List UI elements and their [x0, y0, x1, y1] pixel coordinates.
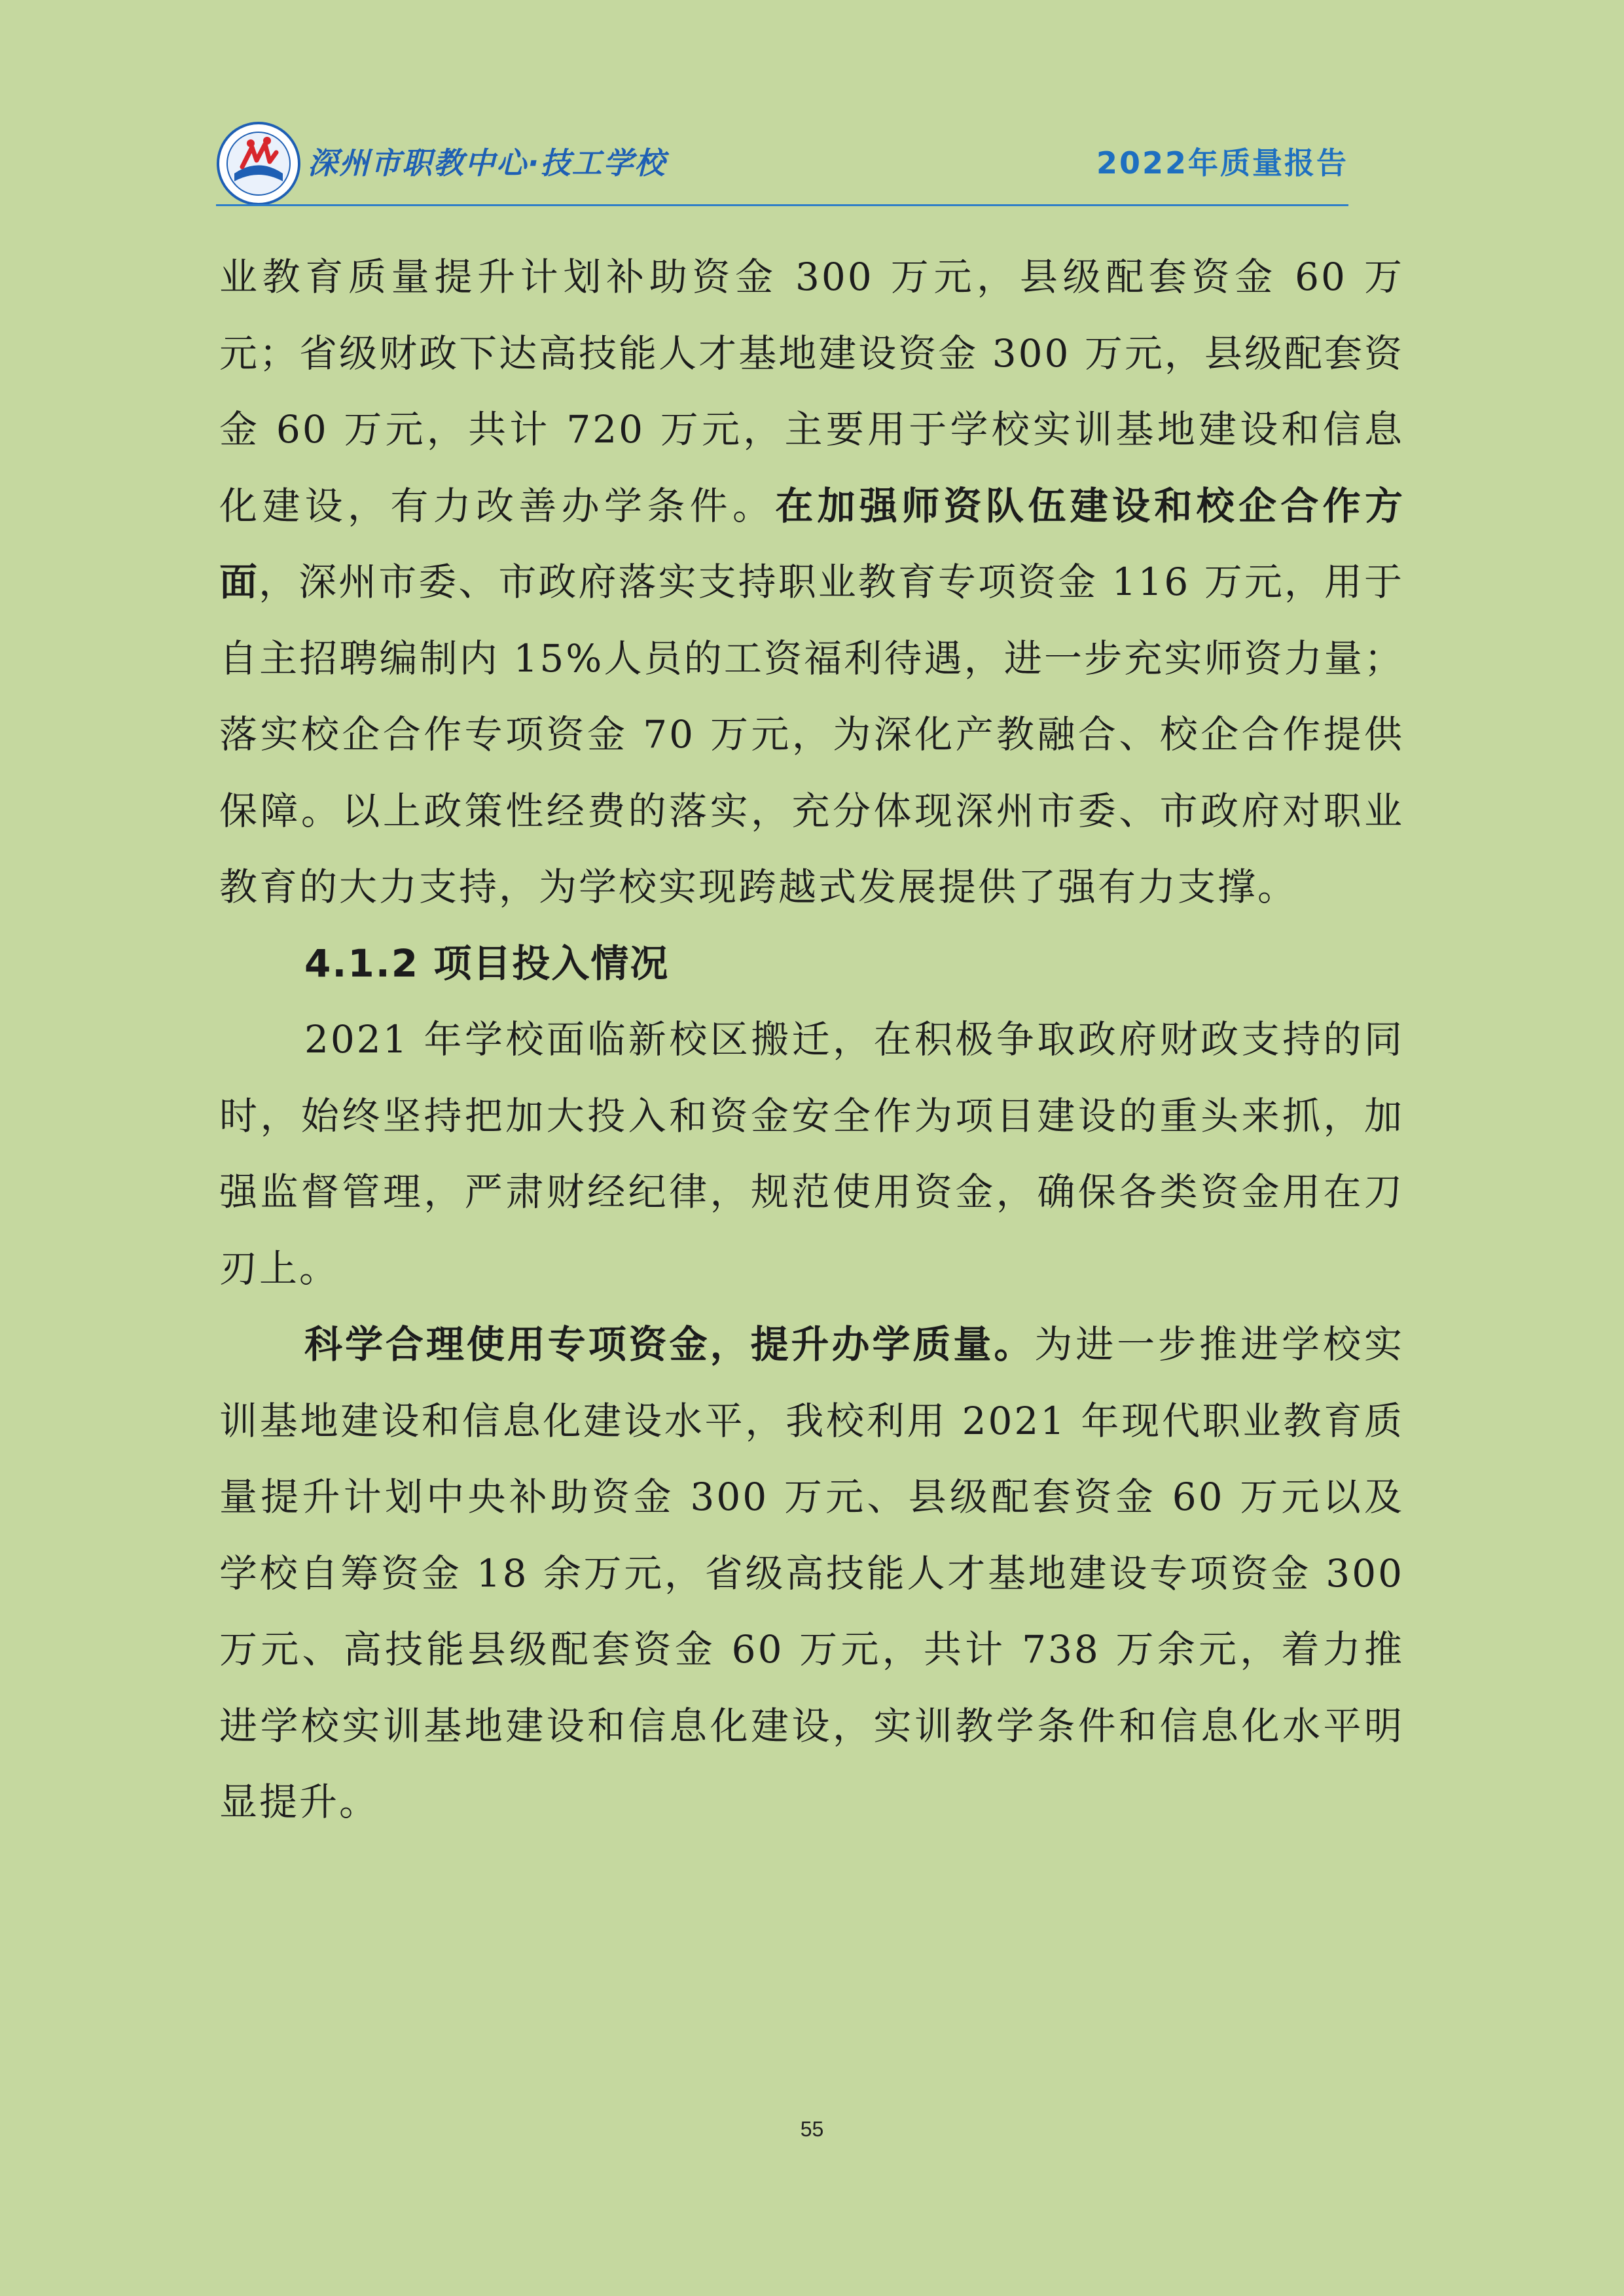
paragraph-text: 业教育质量提升计划补助资金 300 万元，县级配套资金 60 万元；省级财政下达高技能人才基地建设资金 300 万元，县级配套资金 60 万元，共计 720 万元，主要用于学校实训基地建设和信息化建设，有力改善办学条件。: [219, 255, 1404, 528]
paragraph-text: ，深州市委、市政府落实支持职业教育专项资金 116 万元，用于自主招聘编制内 15%人员的工资福利待遇，进一步充实师资力量；落实校企合作专项资金 70 万元，为深化产教融合、校企合作提供保障。以上政策性经费的落实，充分体现深州市委、市政府对职业教育的大力支持，为学校实现跨越式发展提供了强有力支撑。: [219, 560, 1404, 909]
school-emblem-icon: [216, 121, 301, 206]
paragraph-text: 为进一步推进学校实训基地建设和信息化建设水平，我校利用 2021 年现代职业教育质量提升计划中央补助资金 300 万元、县级配套资金 60 万元以及学校自筹资金 18 余万元，省级高技能人才基地建设专项资金 300 万元、高技能县级配套资金 60 万元，共计 738 万余元，着力推进学校实训基地建设和信息化建设，实训教学条件和信息化水平明显提升。: [219, 1322, 1404, 1824]
paragraph-special-funds: [219, 1306, 1404, 1840]
section-heading-4-1-2: 4.1.2 项目投入情况: [304, 941, 670, 986]
main-content: [219, 239, 1404, 1840]
header-divider: [216, 204, 1348, 206]
school-name: 深州市职教中心·技工学校: [308, 145, 666, 181]
paragraph-funding-policy: [219, 239, 1404, 925]
bold-lead-phrase: 在加强师资队伍建设和校企合作方面: [219, 483, 1404, 604]
page-header: [216, 115, 1348, 206]
page-number: 55: [800, 2117, 824, 2141]
bold-lead-phrase: 科学合理使用专项资金，提升办学质量。: [304, 1322, 1035, 1367]
paragraph-project-investment: 2021 年学校面临新校区搬迁，在积极争取政府财政支持的同时，始终坚持把加大投入和资金安全作为项目建设的重头来抓，加强监督管理，严肃财经纪律，规范使用资金，确保各类资金用在刀刃上。: [219, 1017, 1404, 1291]
report-title: 2022年质量报告: [1096, 145, 1348, 181]
